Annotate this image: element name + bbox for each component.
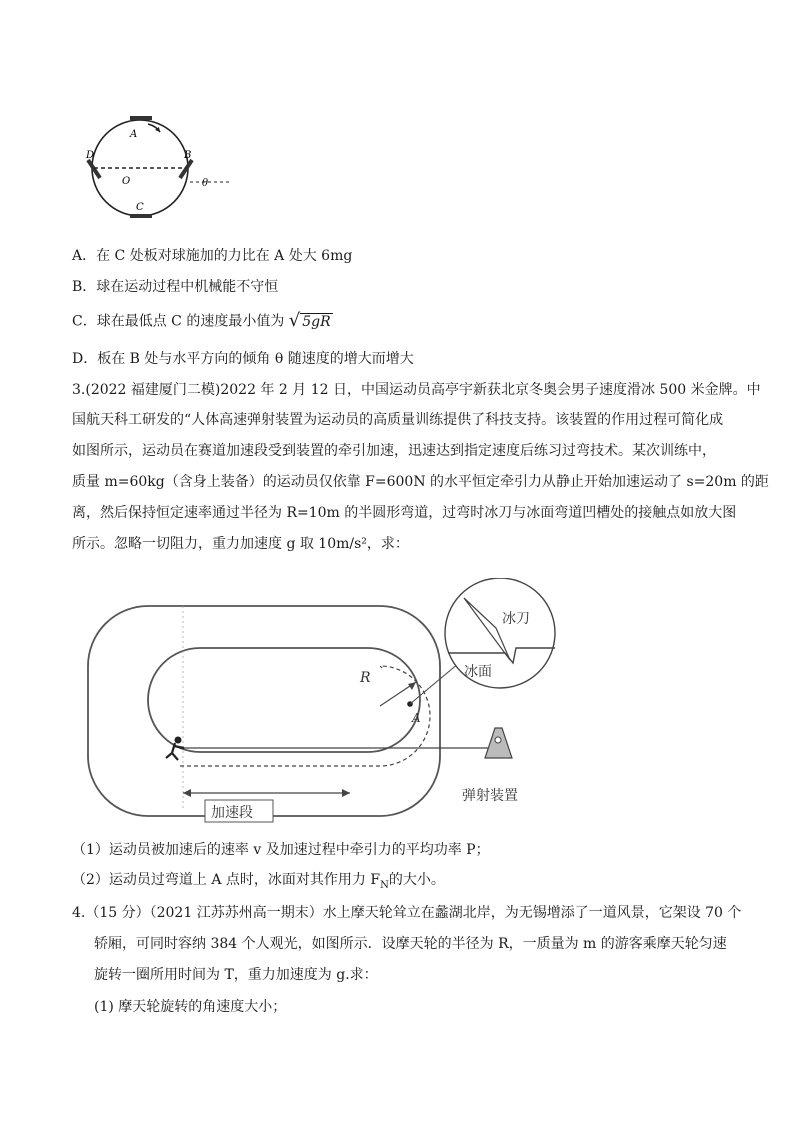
label-ice: 冰面 — [464, 664, 492, 680]
option-a: A．在 C 处板对球施加的力比在 A 处大 6mg — [72, 248, 353, 264]
skating-track-figure — [80, 578, 650, 828]
sqrt-body: 5gR — [302, 314, 331, 330]
option-c — [72, 311, 333, 332]
label-A-track: A — [412, 711, 421, 725]
q3-sub-2-end: 的大小。 — [388, 872, 445, 888]
plate-right — [180, 160, 192, 178]
sqrt-expression — [289, 311, 333, 332]
option-b: B．球在运动过程中机械能不守恒 — [72, 279, 279, 295]
label-C: C — [136, 202, 144, 213]
outer-track — [88, 606, 440, 816]
skater-path — [180, 666, 430, 766]
label-skate: 冰刀 — [502, 611, 530, 627]
launcher-icon — [485, 728, 512, 758]
q3-sub-2 — [72, 870, 445, 896]
plate-bottom — [130, 214, 152, 218]
q3-sub-1: （1）运动员被加速后的速率 v 及加速过程中牵引力的平均功率 P； — [72, 842, 490, 858]
q3-line-6: 所示。忽略一切阻力，重力加速度 g 取 10m/s²，求： — [72, 536, 409, 552]
q3-line-1: 3.(2022 福建厦门二模)2022 年 2 月 12 日，中国运动员高亭宇新获北京冬奥会男子速度滑冰 500 米金牌。中 — [72, 382, 761, 398]
label-launcher: 弹射装置 — [462, 788, 518, 804]
q4-sub-1: (1) 摩天轮旋转的角速度大小； — [94, 999, 287, 1015]
q3-line-2: 国航天科工研发的“人体高速弹射装置为运动员的高质量训练提供了科技支持。该装置的作用过程可简化成 — [72, 412, 724, 428]
label-A: A — [130, 129, 138, 140]
label-accel: 加速段 — [211, 805, 253, 821]
q3-line-5: 离，然后保持恒定速率通过半径为 R=10m 的半圆形弯道，过弯时冰刀与冰面弯道凹槽处的接触点如放大图 — [72, 505, 737, 521]
option-c-text: C．球在最低点 C 的速度最小值为 — [72, 313, 285, 330]
sqrt-icon: √ — [288, 310, 301, 331]
label-theta: θ — [202, 178, 209, 189]
label-D: D — [86, 150, 95, 161]
q3-line-4: 质量 m=60kg（含身上装备）的运动员仅依靠 F=600N 的水平恒定牵引力从静止开始加速运动了 s=20m 的距 — [72, 474, 769, 490]
inner-track — [148, 648, 420, 752]
label-O: O — [122, 176, 131, 187]
q3-sub-2-subscript: N — [380, 879, 389, 891]
q4-line-1: 4.（15 分）（2021 江苏苏州高一期末）水上摩天轮耸立在蠡湖北岸，为无锡增添了一道风景，它架设 70 个 — [72, 905, 742, 921]
accel-arrowhead-left — [183, 789, 191, 797]
circle-track-figure — [80, 110, 250, 220]
plate-top — [130, 116, 152, 120]
q4-line-3: 旋转一圈所用时间为 T，重力加速度为 g.求： — [94, 967, 378, 983]
plate-left — [88, 160, 100, 178]
zoom-circle — [445, 578, 555, 688]
accel-arrowhead-right — [342, 789, 350, 797]
q3-line-3: 如图所示，运动员在赛道加速段受到装置的牵引加速，迅速达到指定速度后练习过弯技术。某次训练中， — [72, 443, 716, 459]
q3-sub-2-text: （2）运动员过弯道上 A 点时，冰面对其作用力 F — [72, 872, 381, 888]
q4-line-2: 轿厢，可同时容纳 384 个人观光，如图所示．设摩天轮的半径为 R，一质量为 m 的游客乘摩天轮匀速 — [94, 936, 727, 952]
label-B: B — [184, 150, 192, 161]
skater-icon — [166, 737, 184, 761]
label-R: R — [360, 670, 371, 686]
option-d: D．板在 B 处与水平方向的倾角 θ 随速度的增大而增大 — [72, 351, 414, 367]
